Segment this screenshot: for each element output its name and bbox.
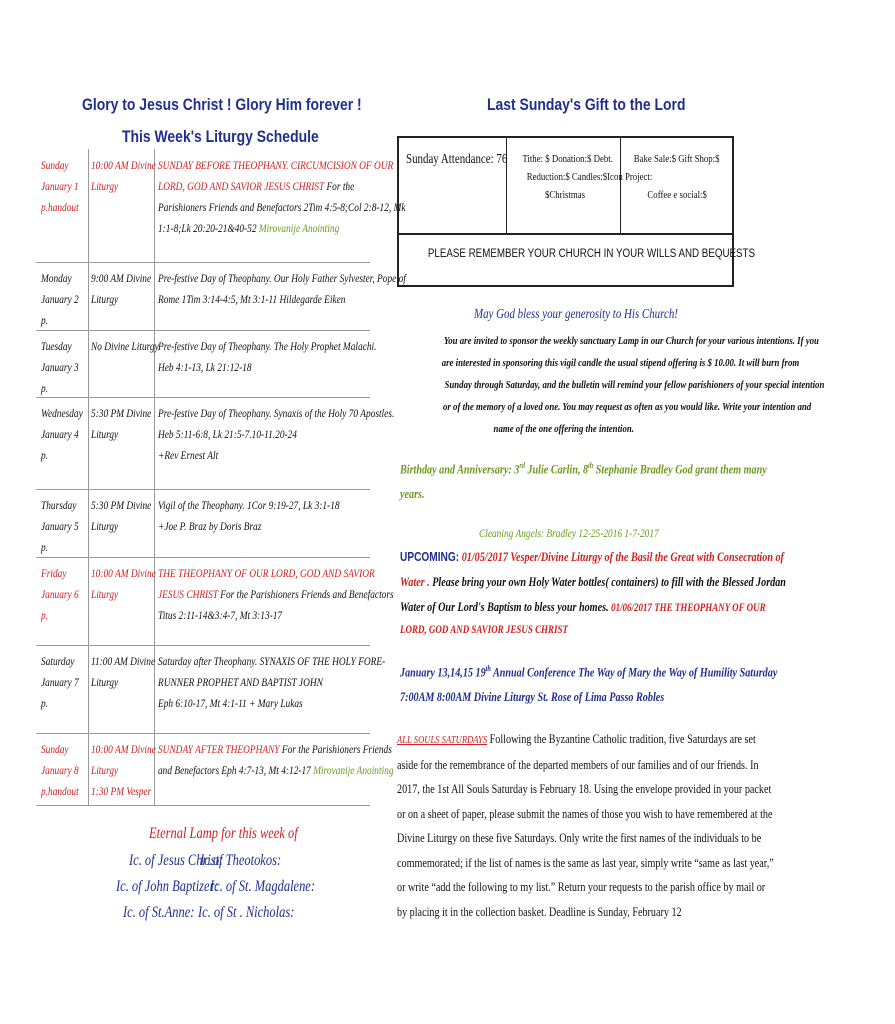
- description-text: Eph 6:10-17, Mt 4:1-11 + Mary Lukas: [158, 696, 303, 710]
- time-line: 11:00 AM Divine: [91, 654, 156, 668]
- paragraph-line: [397, 777, 772, 802]
- description-text: Parishioners Friends and Benefactors 2Tim 4:5-8;Col 2:8-12, Mk: [158, 200, 406, 214]
- schedule-description: [158, 403, 395, 466]
- time-line: Liturgy: [91, 519, 119, 533]
- lamp-icon-entry: Ic. of St.Anne:: [123, 904, 195, 921]
- gift-box: [397, 136, 756, 287]
- day-line: Sunday: [41, 742, 69, 756]
- time-line: 10:00 AM Divine: [91, 566, 156, 580]
- description-text: Pre-festive Day of Theophany. The Holy Prophet Malachi.: [158, 339, 377, 353]
- description-line: [158, 336, 377, 357]
- description-text: Rome: [158, 292, 180, 306]
- day-line: Sunday: [41, 158, 69, 172]
- description-text: and Benefactors: [158, 763, 220, 777]
- paragraph-line: [397, 727, 756, 753]
- remember-note: PLEASE REMEMBER YOUR CHURCH IN YOUR WILLS AND BEQUESTS: [427, 248, 756, 260]
- day-line: Monday: [41, 271, 72, 285]
- description-text: JESUS CHRIST: [158, 587, 218, 601]
- schedule-divider: [36, 805, 370, 806]
- description-line: [158, 197, 406, 218]
- gift-line: Coffee e social:$: [647, 189, 707, 201]
- souls-text: by placing it in the collection basket. Deadline is Sunday, February 12: [397, 903, 682, 919]
- day-line: January 3: [41, 360, 79, 374]
- lamp-icon-entry: Ic.of Theotokos:: [200, 852, 282, 869]
- schedule-time: [91, 563, 156, 605]
- gift-col-sales: [623, 150, 731, 204]
- schedule-day: [41, 651, 89, 714]
- sponsor-lamp-paragraph: [397, 330, 825, 440]
- description-line: [158, 268, 406, 289]
- schedule-time: [91, 495, 153, 537]
- lamp-icon-entry: Ic. of St . Nicholas:: [198, 904, 295, 921]
- conference-line-2: 7:00AM 8:00AM Divine Liturgy St. Rose of Lima Passo Robles: [400, 689, 665, 704]
- schedule-col-line: [154, 262, 155, 330]
- lamp-icon-entry: Ic. of Jesus Christ:: [129, 852, 224, 869]
- upcoming-line-2: Water . Please bring your own Holy Water bottles( containers) to fill with the Blessed Jordan: [400, 574, 786, 589]
- birthday-line-2: years.: [400, 486, 425, 501]
- schedule-time: [91, 268, 153, 310]
- schedule-divider: [36, 733, 370, 734]
- description-text: Pre-festive Day of Theophany. Our Holy Father Sylvester, Pope of: [158, 271, 406, 285]
- day-line: p.: [41, 696, 49, 710]
- upcoming-line-4: LORD, GOD AND SAVIOR JESUS CHRIST: [400, 624, 568, 636]
- schedule-day: [41, 155, 89, 218]
- birthday-line: Birthday and Anniversary: 3rd Julie Carlin, 8th Stephanie Bradley God grant them many: [400, 461, 767, 477]
- day-line: January 8: [41, 763, 79, 777]
- description-line: [158, 495, 370, 516]
- schedule-day: [41, 336, 89, 399]
- description-text: 1Tim 3:14-4:5, Mt 3:1-11: [179, 292, 278, 306]
- description-text: Hildegarde Eiken: [277, 292, 346, 306]
- time-line: Liturgy: [91, 763, 119, 777]
- schedule-description: [158, 495, 370, 537]
- paragraph-line: [397, 826, 762, 851]
- description-text: Mirovanije Anointing: [256, 221, 340, 235]
- souls-text: commemorated; if the list of names is the same as last year, simply write “same as last year,”: [397, 854, 774, 870]
- description-text: Eph 4:7-13, Mt 4:12-17: [219, 763, 311, 777]
- gift-line: $Christmas: [544, 189, 586, 201]
- schedule-divider: [36, 397, 370, 398]
- time-line: No Divine Liturgy: [91, 339, 159, 353]
- description-text: For the: [324, 179, 355, 193]
- day-line: January 1: [41, 179, 79, 193]
- time-line: 1:30 PM Vesper: [91, 784, 152, 798]
- description-text: For the Parishioners Friends: [279, 742, 392, 756]
- time-line: Liturgy: [91, 179, 119, 193]
- souls-text: aside for the remembrance of the departed members of our families and of our friends. In: [397, 756, 759, 772]
- description-line: [158, 155, 394, 176]
- day-line: p.: [41, 608, 49, 622]
- time-line: 5:30 PM Divine: [91, 406, 152, 420]
- description-text: +Joe P. Braz by Doris Braz: [158, 519, 262, 533]
- description-text: SUNDAY BEFORE THEOPHANY. CIRCUMCISION OF OUR: [158, 158, 394, 172]
- all-souls-paragraph: [397, 727, 774, 924]
- description-line: [158, 403, 395, 424]
- description-line: [158, 584, 394, 605]
- description-line: [158, 672, 370, 693]
- description-text: For the Parishioners Friends and Benefactors: [217, 587, 394, 601]
- souls-text: or write “add the following to my list.” Return your requests to the parish office by mail or: [397, 879, 766, 894]
- day-line: January 5: [41, 519, 79, 533]
- gift-line: Tithe: $ Donation:$ Debt.: [522, 153, 613, 165]
- paragraph-line: [397, 900, 737, 925]
- schedule-description: [158, 739, 394, 781]
- day-line: Friday: [41, 566, 67, 580]
- schedule-day: [41, 268, 89, 331]
- day-line: p.handout: [41, 200, 79, 214]
- schedule-day: [41, 739, 89, 802]
- day-line: January 7: [41, 675, 79, 689]
- schedule-description: [158, 268, 406, 310]
- souls-text: Following the Byzantine Catholic tradition, five Saturdays are set: [487, 731, 756, 746]
- souls-text: 2017, the 1st All Souls Saturday is February 18. Using the envelope provided in your packet: [397, 781, 772, 796]
- description-text: Pre-festive Day of Theophany. Synaxis of the Holy 70 Apostles.: [158, 406, 395, 420]
- description-line: [158, 424, 370, 445]
- description-text: Saturday after Theophany. SYNAXIS OF THE HOLY FORE-: [158, 654, 386, 668]
- bless-line: May God bless your generosity to His Church!: [474, 307, 678, 322]
- day-line: p.handout: [41, 784, 79, 798]
- description-text: THE THEOPHANY OF OUR LORD, GOD AND SAVIOR: [158, 566, 375, 580]
- description-text: +Rev Ernest Alt: [158, 448, 219, 462]
- schedule-time: [91, 651, 156, 693]
- schedule-divider: [36, 262, 370, 263]
- paragraph-line: [397, 802, 773, 827]
- schedule-time: [91, 739, 156, 802]
- description-line: [158, 739, 392, 760]
- description-line: [158, 357, 370, 378]
- description-text: 1Cor 9:19-27, Lk 3:1-18: [244, 498, 340, 512]
- description-line: [158, 218, 370, 239]
- description-line: [158, 176, 370, 197]
- description-text: Titus 2:11-14&3:4-7, Mt 3:13-17: [158, 608, 283, 622]
- time-line: 5:30 PM Divine: [91, 498, 152, 512]
- upcoming-line-3: Water of Our Lord's Baptism to bless your homes. 01/06/2017 THE THEOPHANY OF OUR: [400, 599, 766, 614]
- souls-text: Divine Liturgy on these five Saturdays. Only write the first names of the individuals to be: [397, 830, 762, 845]
- eternal-lamp-title: Eternal Lamp for this week of: [149, 825, 298, 842]
- schedule-day: [41, 403, 89, 466]
- attendance-label: Sunday Attendance: 76: [406, 152, 508, 167]
- paragraph-line: [397, 753, 759, 778]
- schedule-description: [158, 336, 377, 378]
- paragraph-line: [397, 851, 774, 876]
- day-line: p.: [41, 540, 49, 554]
- description-text: Vigil of the Theophany.: [158, 498, 245, 512]
- schedule-time: [91, 403, 153, 445]
- gift-line: [623, 168, 731, 186]
- schedule-divider: [36, 645, 370, 646]
- day-line: January 4: [41, 427, 79, 441]
- description-line: [158, 289, 370, 310]
- day-line: January 2: [41, 292, 79, 306]
- paragraph-line: [397, 875, 766, 900]
- schedule-time: [91, 336, 159, 357]
- description-line: [158, 693, 370, 714]
- conference-line-1: January 13,14,15 19th Annual Conference The Way of Mary the Way of Humility Saturday: [400, 664, 778, 680]
- time-line: Liturgy: [91, 292, 119, 306]
- paragraph-line: are interested in sponsoring this vigil candle the usual stipend offering is $ 10.00. It will burn from: [441, 357, 800, 369]
- schedule-day: [41, 495, 89, 558]
- description-text: Heb 5:11-6:8, Lk 21:5-7.10-11.20-24: [158, 427, 297, 441]
- description-text: RUNNER PROPHET AND BAPTIST JOHN: [158, 675, 323, 689]
- description-text: LORD, GOD AND SAVIOR JESUS CHRIST: [158, 179, 325, 193]
- paragraph-line: or of the memory of a loved one. You may request as often as you would like. Write your intention and: [443, 401, 812, 413]
- description-line: [158, 651, 386, 672]
- gift-line: Reduction:$ Candles:$Icon Project:: [526, 171, 653, 183]
- description-line: [158, 445, 370, 466]
- cleaning-angels: Cleaning Angels: Bradley 12-25-2016 1-7-2017: [479, 526, 659, 540]
- schedule-time: [91, 155, 156, 197]
- description-line: [158, 563, 375, 584]
- gift-line: Bake Sale:$ Gift Shop:$: [634, 153, 720, 165]
- schedule-divider: [36, 489, 370, 490]
- schedule-divider: [36, 330, 370, 331]
- day-line: Wednesday: [41, 406, 83, 420]
- description-line: [158, 516, 370, 537]
- day-line: Thursday: [41, 498, 77, 512]
- description-text: 1:1-8;Lk 20:20-21&40-52: [158, 221, 257, 235]
- time-line: 9:00 AM Divine: [91, 271, 152, 285]
- schedule-col-line: [154, 489, 155, 557]
- day-line: p.: [41, 448, 49, 462]
- schedule-day: [41, 563, 89, 626]
- gift-title: Last Sunday's Gift to the Lord: [487, 95, 686, 114]
- schedule-divider: [36, 557, 370, 558]
- day-line: Saturday: [41, 654, 75, 668]
- souls-text: or on a sheet of paper, please submit the names of those you wish to have remembered at the: [397, 805, 773, 821]
- schedule-description: [158, 563, 394, 626]
- description-text: Mirovanije Anointing: [310, 763, 394, 777]
- gift-col-donations: [511, 150, 653, 204]
- time-line: 10:00 AM Divine: [91, 158, 156, 172]
- time-line: Liturgy: [91, 587, 119, 601]
- lamp-icon-entry: Ic. of St. Magdalene:: [210, 878, 316, 895]
- time-line: Liturgy: [91, 675, 119, 689]
- upcoming-line-1: UPCOMING: 01/05/2017 Vesper/Divine Liturgy of the Basil the Great with Consecration of: [400, 549, 784, 564]
- schedule-description: [158, 651, 386, 714]
- lamp-icon-entry: Ic. of John Baptizer:: [116, 878, 219, 895]
- time-line: 10:00 AM Divine: [91, 742, 156, 756]
- day-line: p.: [41, 381, 49, 395]
- description-line: [158, 605, 370, 626]
- day-line: January 6: [41, 587, 79, 601]
- description-text: SUNDAY AFTER THEOPHANY: [158, 742, 280, 756]
- page-title: This Week's Liturgy Schedule: [122, 127, 319, 146]
- paragraph-line: Sunday through Saturday, and the bulletin will remind your fellow parishioners of your special intention: [444, 379, 825, 391]
- day-line: Tuesday: [41, 339, 72, 353]
- paragraph-line: name of the one offering the intention.: [493, 423, 634, 435]
- header-glory: Glory to Jesus Christ ! Glory Him forever !: [82, 95, 362, 114]
- description-line: [158, 760, 394, 781]
- description-text: Heb 4:1-13, Lk 21:12-18: [158, 360, 252, 374]
- souls-label: ALL SOULS SATURDAYS: [397, 734, 488, 746]
- paragraph-line: You are invited to sponsor the weekly sanctuary Lamp in our Church for your various intentions. If you: [443, 335, 819, 347]
- day-line: p.: [41, 313, 49, 327]
- schedule-col-line: [154, 397, 155, 489]
- time-line: Liturgy: [91, 427, 119, 441]
- schedule-description: [158, 155, 406, 239]
